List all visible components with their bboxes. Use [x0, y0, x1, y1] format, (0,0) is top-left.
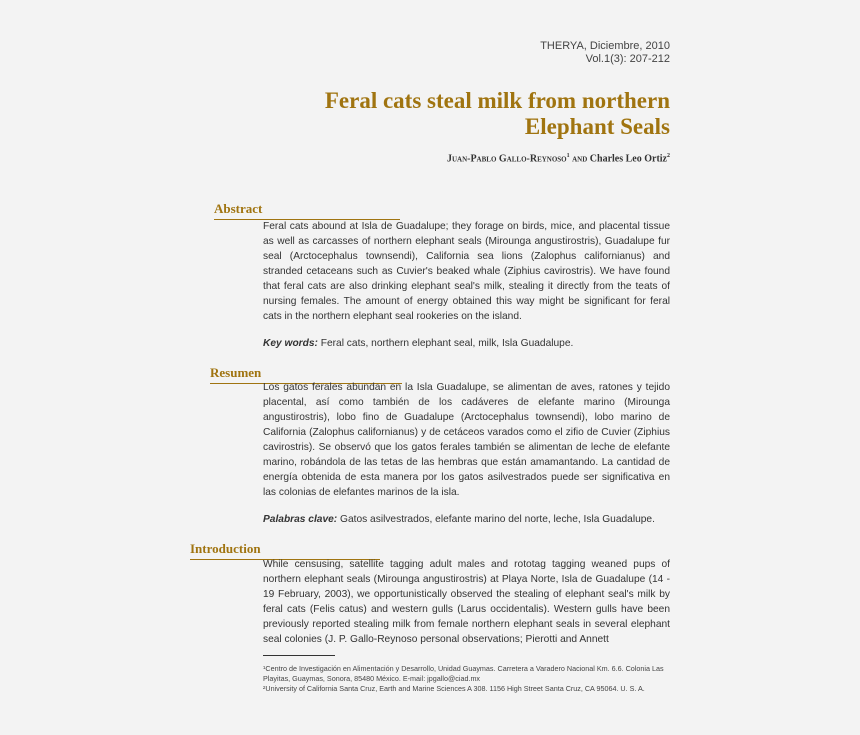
author-2-sup: 2	[667, 153, 670, 159]
palabras-clave-text: Gatos asilvestrados, elefante marino del norte, leche, Isla Guadalupe.	[340, 514, 655, 525]
resumen-text: Los gatos ferales abundan en la Isla Guadalupe, se alimentan de aves, ratones y tejido placental, así como también de los cadáveres de elefante marino (Mirounga angustirostris), lobo fino de Guadalupe (Arctocephalus townsendi), lobo marino de California (Zalophus californianus) y de cetáceos varados como el zifio de Cuvier (Ziphius cavirostris). Se observó que los gatos ferales también se alimentan de leche de elefante marino, robándola de las tetas de las hembras que están amamantando. La cantidad de energía obtenida de esta manera por los gatos asilvestrados puede ser significativa en las colonias de elefantes marinos de la isla.	[263, 382, 670, 498]
journal-issue: THERYA, Diciembre, 2010	[540, 40, 670, 52]
introduction-body	[263, 557, 670, 647]
abstract-keywords	[263, 338, 673, 349]
resumen-heading-text: Resumen	[210, 365, 262, 380]
authors-and: and	[572, 153, 588, 165]
abstract-heading-text: Abstract	[214, 201, 263, 216]
introduction-heading	[190, 541, 261, 557]
journal-volume: Vol.1(3): 207-212	[585, 53, 670, 65]
abstract-heading	[214, 201, 262, 217]
introduction-heading-text: Introduction	[190, 541, 261, 556]
authors	[447, 153, 670, 164]
resumen-keywords	[263, 514, 673, 525]
resumen-heading	[210, 365, 261, 381]
keywords-text: Feral cats, northern elephant seal, milk, Isla Guadalupe.	[320, 338, 574, 349]
footnote-rule	[263, 655, 335, 656]
paper-title	[250, 88, 670, 140]
keywords-label: Key words:	[263, 338, 318, 349]
abstract-body	[263, 219, 670, 324]
footnote-1: ¹Centro de Investigación en Alimentación y Desarrollo, Unidad Guaymas. Carretera a Varadero Nacional Km. 6.6. Colonia Las Playitas, Guaymas, Sonora, 85480 México. E-mail: jpgallo@ciad.mx	[263, 664, 664, 683]
author-1-sup: 1	[566, 153, 570, 159]
title-line-1: Feral cats steal milk from northern	[324, 88, 670, 113]
introduction-text: While censusing, satellite tagging adult males and rototag tagging weaned pups of northern elephant seals (Mirounga angustirostris) at Playa Norte, Isla de Guadalupe (14 - 19 February, 2003), we opportunistically observed the stealing of elephant seal's milk by feral cats (Felis catus) and western gulls (Larus occidentalis). Western gulls have been previously reported stealing milk from female northern elephant seals in several elephant seal colonies (J. P. Gallo-Reynoso personal observations; Pierotti and Annett	[263, 559, 670, 645]
title-line-2: Elephant Seals	[524, 114, 670, 139]
resumen-body	[263, 380, 670, 500]
author-2: Charles Leo Ortiz	[589, 153, 667, 165]
palabras-clave-label: Palabras clave:	[263, 514, 338, 525]
author-1: Juan-Pablo Gallo-Reynoso	[446, 153, 567, 165]
abstract-text: Feral cats abound at Isla de Guadalupe; they forage on birds, mice, and placental tissue as well as carcasses of northern elephant seals (Mirounga angustirostris), Guadalupe fur seal (Arctocephalus townsendi), California sea lions (Zalophus californianus) and stranded cetaceans such as Cuvier's beaked whale (Ziphius cavirostris). We have found that feral cats are also drinking elephant seal's milk, stealing it directly from the teats of nursing females. The amount of energy obtained this way might be significant for feral cats in the northern elephant seal rookeries on the island.	[263, 221, 670, 322]
footnote-2: ²University of California Santa Cruz, Earth and Marine Sciences A 308. 1156 High Street Santa Cruz, CA 95064. U. S. A.	[263, 684, 645, 693]
footnotes	[263, 664, 673, 694]
journal-info	[540, 40, 670, 66]
